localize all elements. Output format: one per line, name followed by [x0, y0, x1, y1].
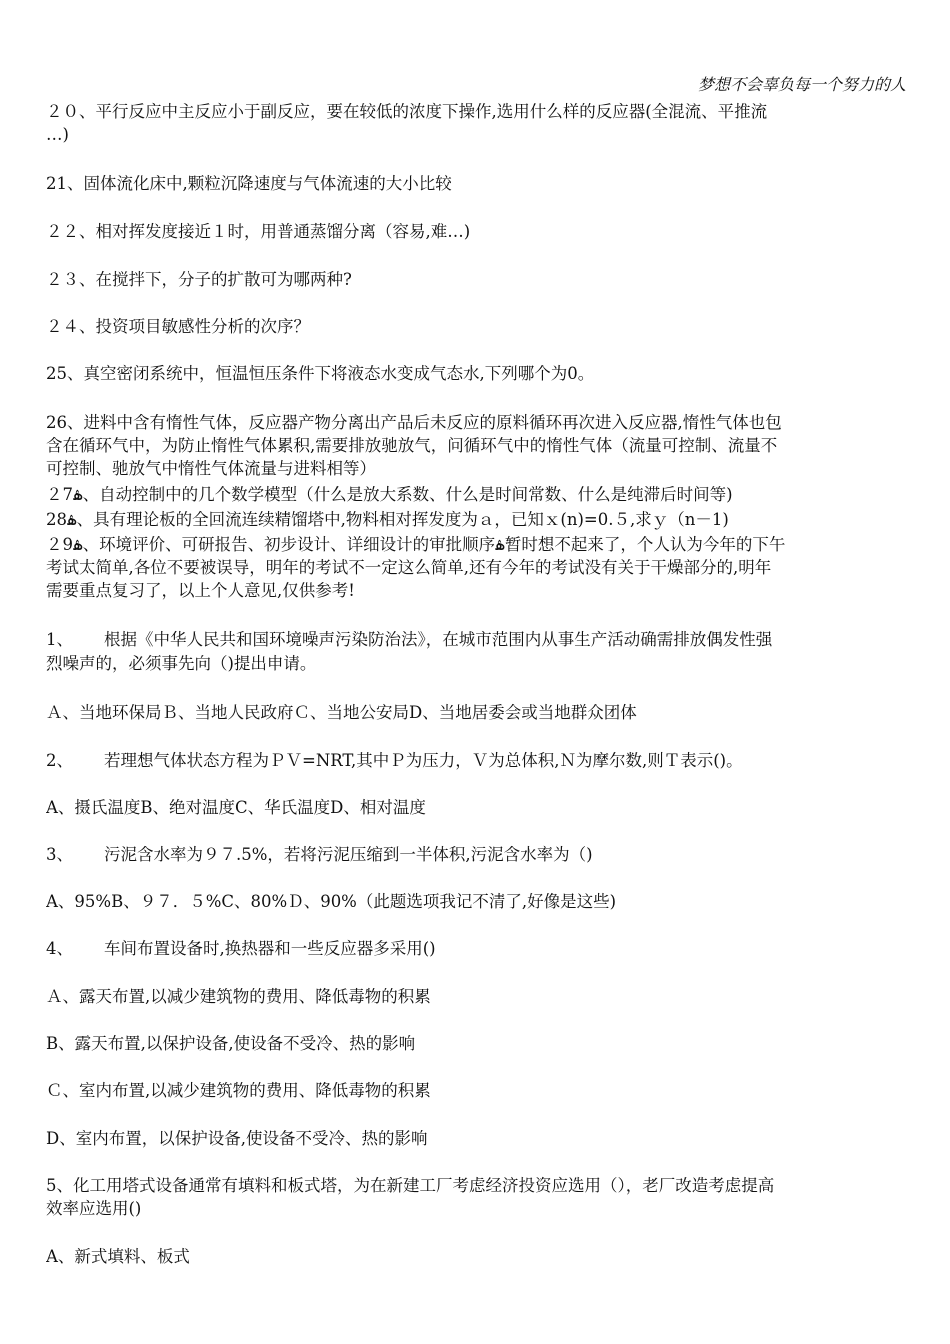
- problem-4-option-b: B、露天布置,以保护设备,使设备不受冷、热的影响: [46, 1034, 416, 1053]
- problem-5-option-a: A、新式填料、板式: [46, 1247, 190, 1266]
- question-23: ２３、在搅拌下，分子的扩散可为哪两种?: [46, 270, 352, 289]
- question-20-line-1: ２０、平行反应中主反应小于副反应，要在较低的浓度下操作,选用什么样的反应器(全混流、平推流: [46, 102, 768, 121]
- problem-4-option-d: D、室内布置，以保护设备,使设备不受冷、热的影响: [46, 1129, 428, 1148]
- problem-2-line: [46, 749, 908, 772]
- problem-3-number: 3、: [46, 845, 73, 864]
- problem-3-text: 污泥含水率为９７.5%，若将污泥压缩到一半体积,污泥含水率为（): [104, 845, 593, 864]
- problem-4-option-c: Ｃ、室内布置,以减少建筑物的费用、降低毒物的积累: [46, 1081, 431, 1100]
- problem-2-text: 若理想气体状态方程为ＰＶ=NRT,其中Ｐ为压力，Ｖ为总体积,Ｎ为摩尔数,则Ｔ表示()。: [104, 751, 743, 770]
- problem-2-number: 2、: [46, 751, 73, 770]
- question-29-line-1: ２9ۿ、环境评价、可研报告、初步设计、详细设计的审批顺序ۿ暂时想不起来了，个人认为今年的下午: [46, 535, 786, 554]
- problem-5-line-2: 效率应选用(): [46, 1199, 142, 1218]
- problem-4-line: [46, 937, 908, 960]
- question-27: ２7ۿ、自动控制中的几个数学模型（什么是放大系数、什么是时间常数、什么是纯滞后时间等): [46, 485, 733, 504]
- problem-3-options: A、95%B、９７．５%C、80%Ｄ、90%（此题选项我记不清了,好像是这些): [46, 892, 617, 911]
- problem-1-line-2: 烈噪声的，必须事先向（)提出申请。: [46, 654, 317, 673]
- question-26-line-2: 含在循环气中，为防止惰性气体累积,需要排放驰放气，问循环气中的惰性气体（流量可控制、流量不: [46, 436, 778, 455]
- problem-1-line-1: [46, 628, 908, 651]
- problem-2-options: A、摄氏温度B、绝对温度C、华氏温度D、相对温度: [46, 798, 426, 817]
- question-28: 28ۿ、具有理论板的全回流连续精馏塔中,物料相对挥发度为ａ，已知ｘ(n)=0.５,求ｙ（n－1): [46, 510, 729, 529]
- question-29-line-2: 考试太简单,各位不要被误导，明年的考试不一定这么简单,还有今年的考试没有关于干燥部分的,明年: [46, 558, 772, 577]
- problem-1-text: 根据《中华人民共和国环境噪声污染防治法》，在城市范围内从事生产活动确需排放偶发性强: [104, 630, 773, 649]
- question-22: ２２、相对挥发度接近１时，用普通蒸馏分离（容易,难…): [46, 222, 471, 241]
- problem-4-number: 4、: [46, 939, 73, 958]
- problem-1-number: 1、: [46, 630, 73, 649]
- question-20-line-2: …): [46, 125, 69, 144]
- question-26-line-1: 26、进料中含有惰性气体，反应器产物分离出产品后未反应的原料循环再次进入反应器,惰性气体也包: [46, 413, 782, 432]
- page-header-motto: 梦想不会辜负每一个努力的人: [697, 75, 906, 94]
- question-29-line-3: 需要重点复习了，以上个人意见,仅供参考!: [46, 581, 355, 600]
- question-24: ２４、投资项目敏感性分析的次序？: [46, 317, 310, 336]
- question-25: 25、真空密闭系统中，恒温恒压条件下将液态水变成气态水,下列哪个为0。: [46, 364, 595, 383]
- question-21: 21、固体流化床中,颗粒沉降速度与气体流速的大小比较: [46, 174, 452, 193]
- problem-1-options: Ａ、当地环保局Ｂ、当地人民政府Ｃ、当地公安局D、当地居委会或当地群众团体: [46, 703, 637, 722]
- problem-4-option-a: Ａ、露天布置,以减少建筑物的费用、降低毒物的积累: [46, 987, 431, 1006]
- problem-4-text: 车间布置设备时,换热器和一些反应器多采用(): [104, 939, 436, 958]
- problem-5-line-1: 5、化工用塔式设备通常有填料和板式塔，为在新建工厂考虑经济投资应选用（），老厂改造考虑提高: [46, 1176, 775, 1195]
- problem-3-line: [46, 843, 908, 866]
- question-26-line-3: 可控制、驰放气中惰性气体流量与进料相等）: [46, 459, 376, 478]
